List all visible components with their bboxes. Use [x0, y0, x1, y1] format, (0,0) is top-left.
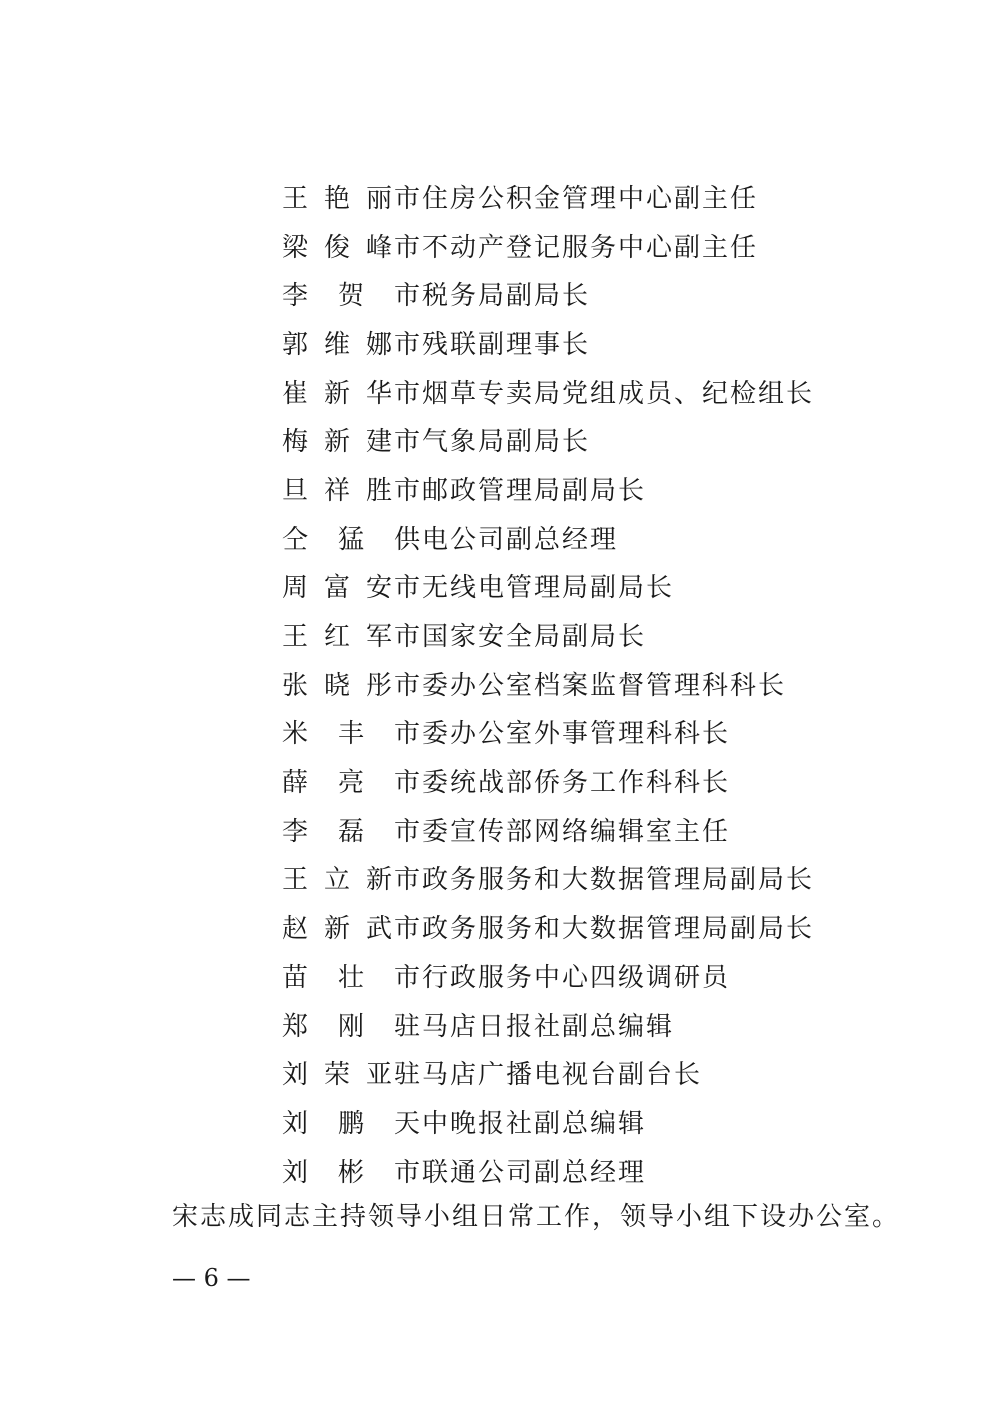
- member-title: 市不动产登记服务中心副主任: [394, 232, 759, 263]
- closing-paragraph: 宋志成同志主持领导小组日常工作，领导小组下设办公室。: [172, 1202, 901, 1232]
- member-row: [282, 756, 814, 805]
- member-row: [282, 610, 814, 659]
- member-name: 苗 壮: [282, 962, 366, 993]
- member-row: [282, 1000, 814, 1049]
- member-list: [282, 172, 814, 1194]
- member-row: [282, 464, 814, 513]
- member-row: [282, 951, 814, 1000]
- member-title: 市无线电管理局副局长: [394, 573, 675, 604]
- member-row: [282, 269, 814, 318]
- member-name: 崔新华: [282, 378, 394, 409]
- member-title: 市委统战部侨务工作科科长: [394, 768, 731, 799]
- member-row: [282, 805, 814, 854]
- member-name: 刘 彬: [282, 1157, 366, 1188]
- member-title: 驻马店日报社副总编辑: [394, 1011, 675, 1042]
- member-row: [282, 172, 814, 221]
- member-row: [282, 221, 814, 270]
- member-title: 市委办公室档案监督管理科科长: [394, 670, 787, 701]
- member-title: 驻马店广播电视台副台长: [394, 1060, 703, 1091]
- member-row: [282, 367, 814, 416]
- member-row: [282, 513, 814, 562]
- member-name: 米 丰: [282, 719, 366, 750]
- member-name: 王红军: [282, 622, 394, 653]
- member-title: 市国家安全局副局长: [394, 622, 647, 653]
- member-title: 市残联副理事长: [394, 329, 591, 360]
- member-row: [282, 1048, 814, 1097]
- member-name: 郑 刚: [282, 1011, 366, 1042]
- member-title: 市税务局副局长: [394, 281, 591, 312]
- member-name: 梅新建: [282, 427, 394, 458]
- member-name: 李 贺: [282, 281, 366, 312]
- member-title: 市行政服务中心四级调研员: [394, 962, 731, 993]
- member-title: 市气象局副局长: [394, 427, 591, 458]
- member-name: 刘荣亚: [282, 1060, 394, 1091]
- member-row: [282, 415, 814, 464]
- member-title: 市委办公室外事管理科科长: [394, 719, 731, 750]
- member-title: 供电公司副总经理: [394, 524, 619, 555]
- member-title: 市政务服务和大数据管理局副局长: [394, 865, 815, 896]
- member-name: 旦祥胜: [282, 475, 394, 506]
- member-name: 张晓彤: [282, 670, 394, 701]
- member-row: [282, 659, 814, 708]
- member-row: [282, 562, 814, 611]
- member-name: 王立新: [282, 865, 394, 896]
- member-row: [282, 1097, 814, 1146]
- member-title: 市住房公积金管理中心副主任: [394, 183, 759, 214]
- member-name: 薛 亮: [282, 768, 366, 799]
- member-name: 赵新武: [282, 914, 394, 945]
- member-row: [282, 1146, 814, 1195]
- member-name: 刘 鹏: [282, 1108, 366, 1139]
- member-name: 王艳丽: [282, 183, 394, 214]
- member-row: [282, 854, 814, 903]
- member-name: 李 磊: [282, 816, 366, 847]
- member-title: 市联通公司副总经理: [394, 1157, 647, 1188]
- member-title: 天中晚报社副总编辑: [394, 1108, 647, 1139]
- member-row: [282, 708, 814, 757]
- member-name: 梁俊峰: [282, 232, 394, 263]
- member-row: [282, 318, 814, 367]
- member-title: 市政务服务和大数据管理局副局长: [394, 914, 815, 945]
- member-name: 郭维娜: [282, 329, 394, 360]
- member-title: 市邮政管理局副局长: [394, 475, 647, 506]
- member-title: 市烟草专卖局党组成员、纪检组长: [394, 378, 815, 409]
- member-title: 市委宣传部网络编辑室主任: [394, 816, 731, 847]
- member-name: 周富安: [282, 573, 394, 604]
- page-number: — 6 —: [172, 1264, 251, 1292]
- member-name: 仝 猛: [282, 524, 366, 555]
- member-row: [282, 902, 814, 951]
